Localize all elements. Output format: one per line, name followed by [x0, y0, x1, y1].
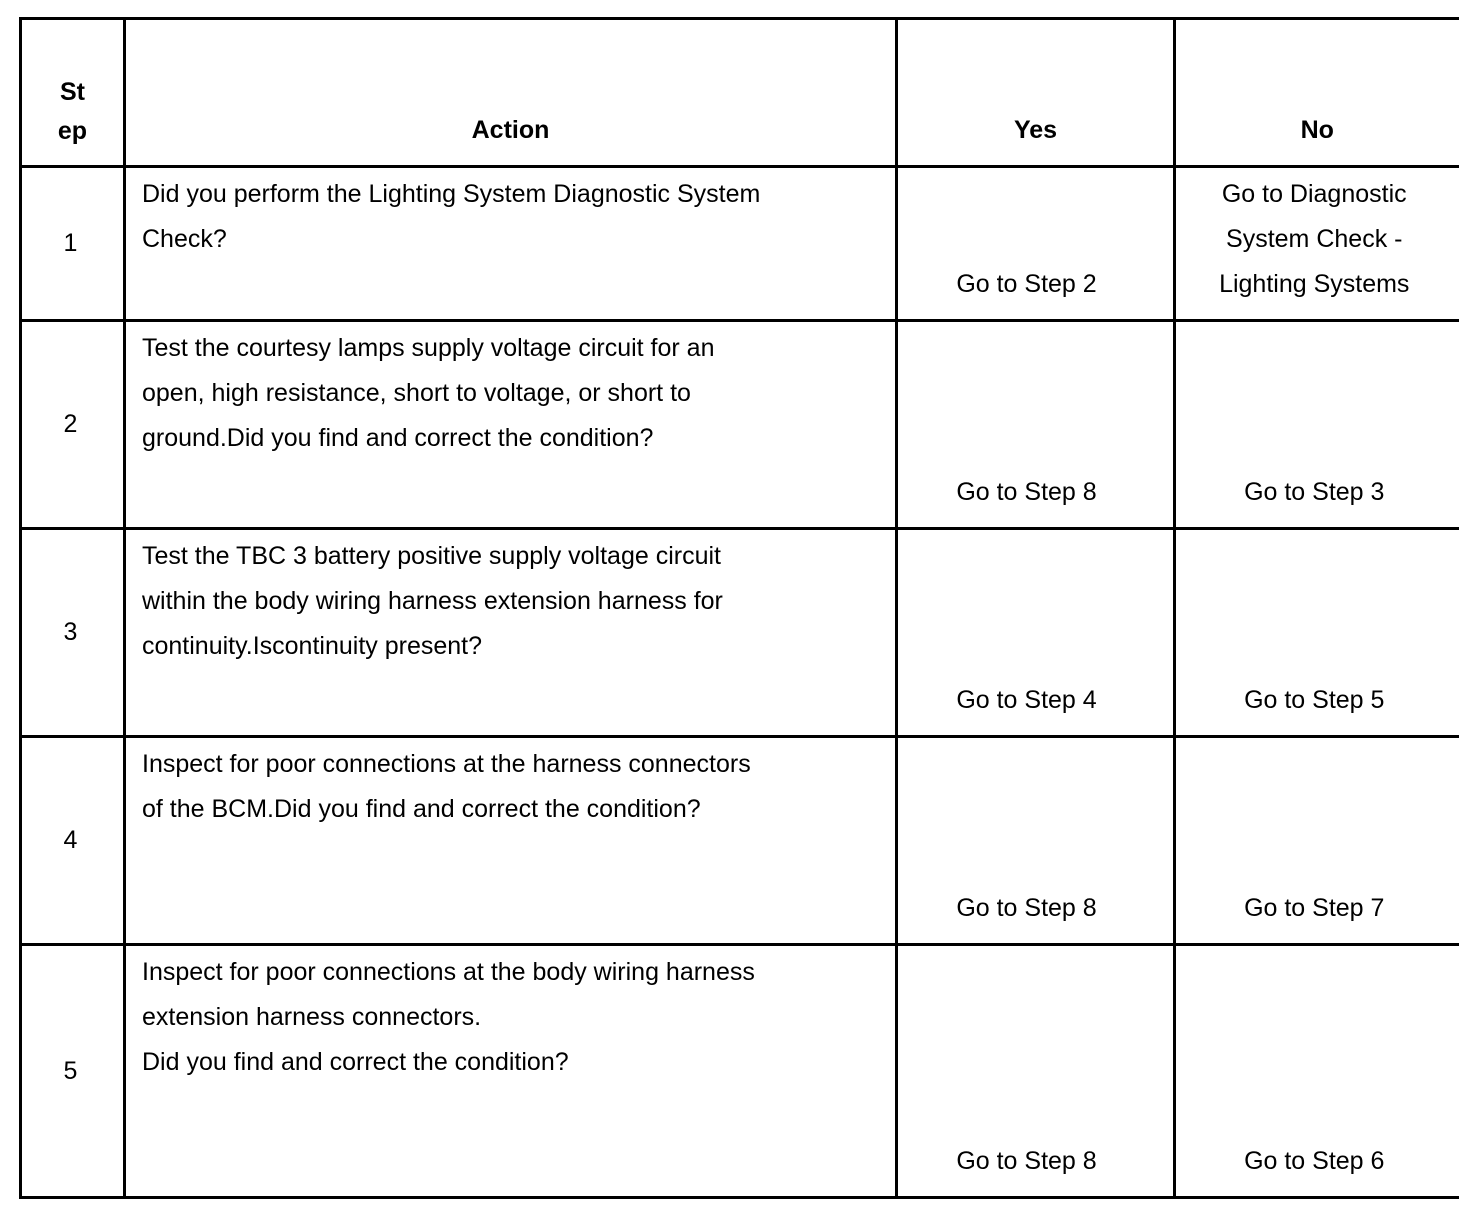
diagnostic-table [19, 17, 1459, 1199]
action-line: Test the courtesy lamps supply voltage circuit for an [142, 334, 715, 362]
action-text [125, 737, 897, 945]
yes-result: Go to Step 2 [897, 167, 1175, 321]
step-number: 1 [21, 167, 125, 321]
header-yes: Yes [897, 19, 1175, 167]
yes-result: Go to Step 8 [897, 737, 1175, 945]
table-row [21, 321, 1459, 529]
table-row [21, 737, 1459, 945]
table-row [21, 945, 1459, 1198]
action-line: Inspect for poor connections at the body wiring harness [142, 958, 755, 986]
yes-result: Go to Step 8 [897, 321, 1175, 529]
action-line: open, high resistance, short to voltage, or short to [142, 379, 691, 407]
step-number: 3 [21, 529, 125, 737]
table-header-row [21, 19, 1459, 167]
action-line: Test the TBC 3 battery positive supply voltage circuit [142, 542, 721, 570]
action-line: continuity.Iscontinuity present? [142, 632, 483, 660]
step-number: 5 [21, 945, 125, 1198]
yes-result: Go to Step 4 [897, 529, 1175, 737]
header-step-line-1: St [60, 78, 85, 106]
no-result-line: System Check - [1226, 225, 1403, 253]
action-text [125, 167, 897, 321]
no-result-line: Lighting Systems [1219, 270, 1410, 298]
no-result: Go to Step 6 [1175, 945, 1459, 1198]
action-line: Did you perform the Lighting System Diagnostic System [142, 180, 761, 208]
no-result-line: Go to Diagnostic [1221, 180, 1407, 208]
action-line: within the body wiring harness extension harness for [142, 587, 723, 615]
header-no: No [1175, 19, 1459, 167]
action-text [125, 945, 897, 1198]
step-number: 2 [21, 321, 125, 529]
step-number: 4 [21, 737, 125, 945]
header-step-line-2: ep [57, 117, 88, 145]
no-result: Go to Step 7 [1175, 737, 1459, 945]
table-row [21, 167, 1459, 321]
header-step [21, 19, 125, 167]
yes-result: Go to Step 8 [897, 945, 1175, 1198]
action-line: Check? [142, 225, 227, 253]
action-line: Inspect for poor connections at the harness connectors [142, 750, 751, 778]
no-result: Go to Step 5 [1175, 529, 1459, 737]
no-result [1175, 167, 1459, 321]
action-line: extension harness connectors. [142, 1003, 482, 1031]
table-row [21, 529, 1459, 737]
action-line: Did you find and correct the condition? [142, 1048, 569, 1076]
header-action: Action [125, 19, 897, 167]
action-text [125, 529, 897, 737]
action-line: of the BCM.Did you find and correct the condition? [142, 795, 701, 823]
no-result: Go to Step 3 [1175, 321, 1459, 529]
action-text [125, 321, 897, 529]
action-line: ground.Did you find and correct the condition? [142, 424, 654, 452]
